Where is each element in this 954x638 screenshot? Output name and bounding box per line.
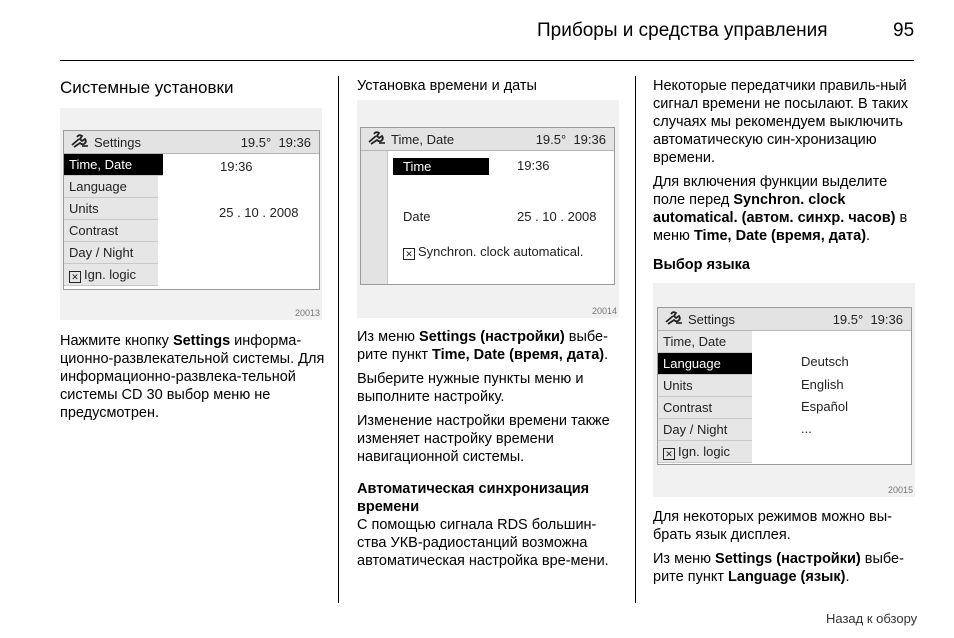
display-title: Settings	[688, 312, 735, 327]
display-title: Settings	[94, 135, 141, 150]
section-heading-system-settings: Системные установки	[60, 78, 234, 97]
figure-number: 20013	[294, 308, 320, 318]
column-divider-2	[635, 76, 636, 603]
field-date-label: Date	[403, 209, 431, 224]
menu-item-language[interactable]: Language	[64, 176, 158, 198]
checkbox-checked-icon: ✕	[403, 248, 415, 260]
back-to-overview-link[interactable]: Назад к обзору	[826, 611, 918, 626]
display-status: 19.5° 19:36	[832, 312, 903, 327]
field-date-value: 25 . 10 . 2008	[517, 209, 597, 224]
menu-item-units[interactable]: Units	[658, 375, 752, 397]
section-heading-time-date: Установка времени и даты	[357, 78, 537, 94]
figure-settings-menu	[60, 108, 322, 320]
value-time: 19:36	[220, 159, 253, 174]
menu-item-day-night[interactable]: Day / Night	[658, 419, 752, 441]
display-screen	[63, 130, 320, 290]
paragraph: Для некоторых режимов можно вы-брать язык дисплея.	[653, 509, 892, 543]
display-titlebar	[658, 308, 911, 331]
section-heading-language: Выбор языка	[653, 257, 750, 273]
display-side-bar	[361, 151, 388, 284]
display-titlebar	[361, 128, 614, 151]
paragraph: С помощью сигнала RDS большин-ства УКВ-радиостанций возможна автоматическая настройка вре-мени.	[357, 517, 609, 569]
sync-clock-option[interactable]: ✕ Synchron. clock automatical.	[403, 244, 583, 260]
display-screen	[360, 127, 615, 285]
display-status: 19.5° 19:36	[535, 132, 606, 147]
menu-item-contrast[interactable]: Contrast	[64, 220, 158, 242]
display-titlebar	[64, 131, 319, 154]
header-rule	[60, 60, 914, 61]
value-date: 25 . 10 . 2008	[219, 205, 299, 220]
menu-item-time-date[interactable]: Time, Date	[658, 331, 752, 353]
column-divider-1	[338, 76, 339, 603]
settings-menu	[64, 154, 158, 286]
menu-item-contrast[interactable]: Contrast	[658, 397, 752, 419]
paragraph: Некоторые передатчики правиль-ный сигнал времени не посылают. В таких случаях мы рекомендуем выключить автоматическую син-хронизацию времени.	[653, 78, 908, 166]
figure-number: 20015	[887, 485, 913, 495]
menu-item-ign-logic[interactable]: ✕ Ign. logic	[658, 441, 752, 463]
col1-text	[60, 332, 328, 428]
col3-text-top	[653, 77, 917, 251]
language-option-espanol[interactable]: Español	[801, 399, 848, 414]
field-time-value: 19:36	[517, 158, 550, 173]
language-option-more[interactable]: ...	[801, 421, 812, 436]
settings-wrench-icon	[70, 134, 90, 148]
col2-text	[357, 328, 623, 576]
settings-wrench-icon	[664, 311, 684, 325]
menu-item-ign-logic[interactable]: ✕ Ign. logic	[64, 264, 158, 286]
language-option-deutsch[interactable]: Deutsch	[801, 354, 849, 369]
page-number: 95	[893, 20, 915, 41]
paragraph: Нажмите кнопку Settings информа-ционно-развлекательной системы. Для информационно-развлека-тельной системы CD 30 выбор меню не предусмотрен.	[60, 333, 325, 421]
display-screen	[657, 307, 912, 465]
checkbox-checked-icon: ✕	[663, 448, 675, 460]
checkbox-checked-icon: ✕	[69, 271, 81, 283]
field-time-label[interactable]: Time	[393, 158, 489, 175]
figure-number: 20014	[591, 306, 617, 316]
display-status: 19.5° 19:36	[240, 135, 311, 150]
figure-time-date	[357, 100, 619, 318]
language-option-english[interactable]: English	[801, 377, 844, 392]
paragraph: Выберите нужные пункты меню и выполните настройку.	[357, 371, 584, 405]
paragraph: Из меню Settings (настройки) выбе-рите пункт Time, Date (время, дата).	[357, 329, 609, 363]
figure-language-menu	[653, 283, 915, 497]
menu-item-units[interactable]: Units	[64, 198, 158, 220]
menu-item-language[interactable]: Language	[658, 353, 752, 375]
settings-wrench-icon	[367, 131, 387, 145]
settings-menu	[658, 331, 752, 463]
paragraph: Из меню Settings (настройки) выбе-рите пункт Language (язык).	[653, 551, 904, 585]
paragraph: Изменение настройки времени также изменяет настройку времени навигационной системы.	[357, 413, 610, 465]
col3-text-bottom	[653, 508, 919, 592]
menu-item-day-night[interactable]: Day / Night	[64, 242, 158, 264]
page-header-title: Приборы и средства управления	[537, 20, 828, 41]
paragraph: Для включения функции выделите поле перед Synchron. clock automatical. (автом. синхр. часов) в меню Time, Date (время, дата).	[653, 174, 908, 244]
sub-heading-auto-sync: Автоматическая синхронизация времени	[357, 481, 590, 515]
menu-item-time-date[interactable]: Time, Date	[64, 154, 163, 176]
display-title: Time, Date	[391, 132, 455, 147]
